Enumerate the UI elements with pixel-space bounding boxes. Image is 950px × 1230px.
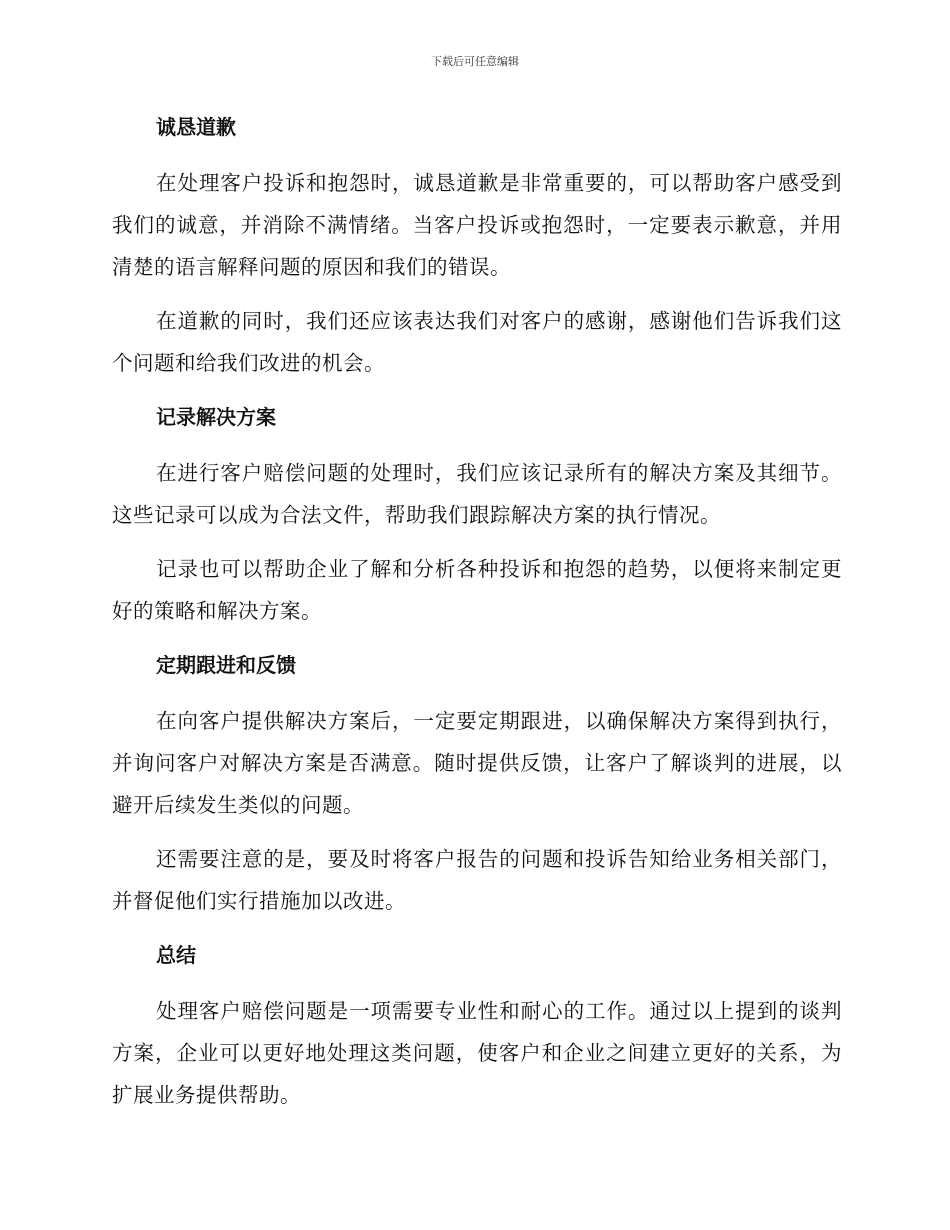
section-heading: 定期跟进和反馈 — [156, 653, 296, 677]
section-record-solutions — [112, 402, 842, 632]
document-body — [112, 112, 842, 1134]
section-apology — [112, 112, 842, 384]
paragraph: 在进行客户赔偿问题的处理时，我们应该记录所有的解决方案及其细节。这些记录可以成为合法文件，帮助我们跟踪解决方案的执行情况。 — [112, 461, 842, 527]
paragraph: 记录也可以帮助企业了解和分析各种投诉和抱怨的趋势，以便将来制定更好的策略和解决方案。 — [112, 557, 842, 623]
section-heading: 总结 — [156, 943, 196, 967]
section-summary — [112, 940, 842, 1116]
paragraph: 在向客户提供解决方案后，一定要定期跟进，以确保解决方案得到执行，并询问客户对解决方案是否满意。随时提供反馈，让客户了解谈判的进展，以避开后续发生类似的问题。 — [112, 709, 842, 817]
paragraph: 在处理客户投诉和抱怨时，诚恳道歉是非常重要的，可以帮助客户感受到我们的诚意，并消除不满情绪。当客户投诉或抱怨时，一定要表示歉意，并用清楚的语言解释问题的原因和我们的错误。 — [112, 171, 842, 279]
section-heading: 记录解决方案 — [156, 405, 276, 429]
section-follow-up — [112, 650, 842, 922]
paragraph: 处理客户赔偿问题是一项需要专业性和耐心的工作。通过以上提到的谈判方案，企业可以更好地处理这类问题，使客户和企业之间建立更好的关系，为扩展业务提供帮助。 — [112, 999, 842, 1107]
paragraph: 在道歉的同时，我们还应该表达我们对客户的感谢，感谢他们告诉我们这个问题和给我们改进的机会。 — [112, 309, 842, 375]
header-note: 下载后可任意编辑 — [431, 55, 519, 68]
section-heading: 诚恳道歉 — [156, 115, 236, 139]
paragraph: 还需要注意的是，要及时将客户报告的问题和投诉告知给业务相关部门，并督促他们实行措施加以改进。 — [112, 847, 842, 913]
